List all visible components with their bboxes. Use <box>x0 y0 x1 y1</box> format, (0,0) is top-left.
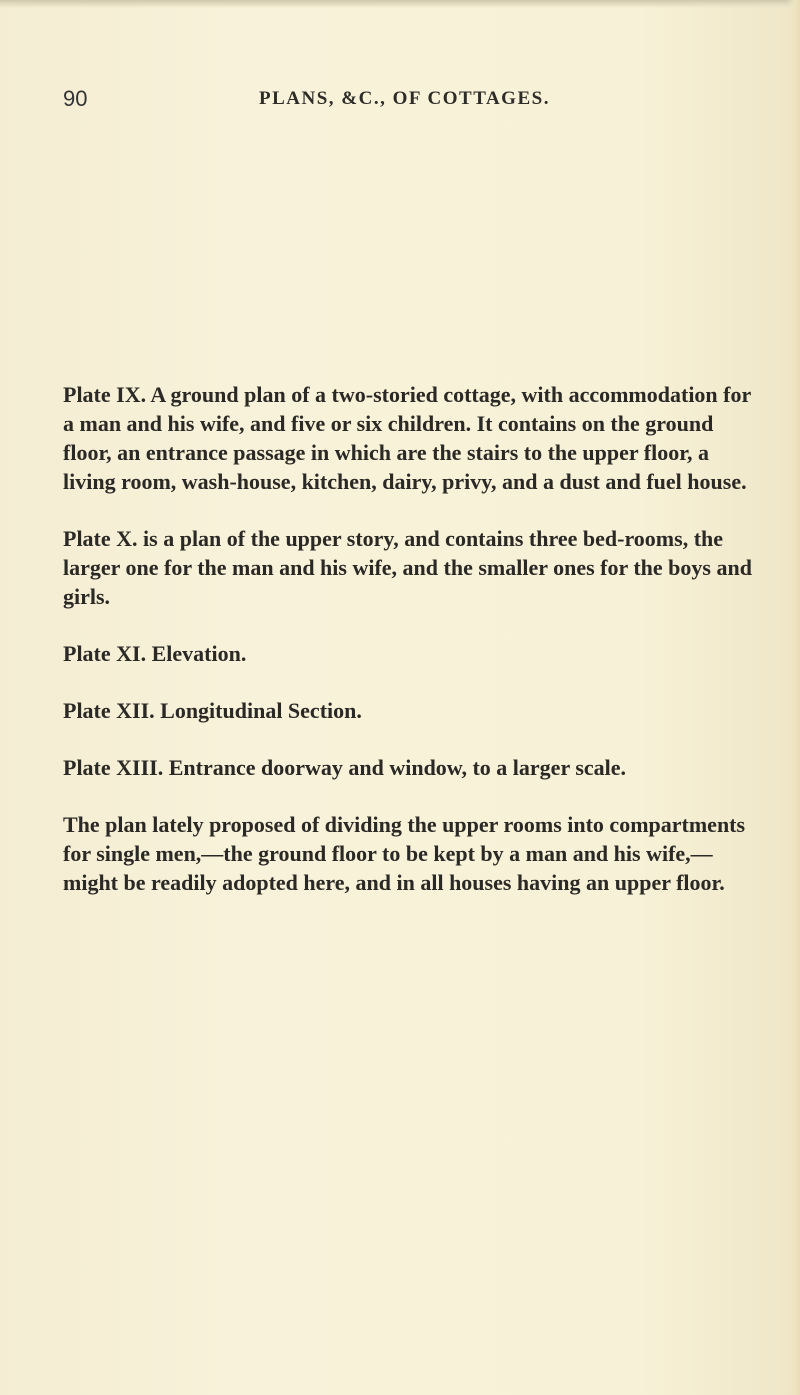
paragraph-plate-xi: Plate XI. Elevation. <box>63 641 247 666</box>
page-right-edge <box>786 0 800 1395</box>
paragraph-plate-xii: Plate XII. Longitudinal Section. <box>63 698 362 723</box>
paragraph-plate-ix: Plate IX. A ground plan of a two-storied cottage, with accommodation for a man and his wife, and five or six children. It contains on the ground floor, an entrance passage in which are the stairs to the upper floor, a living room, wash-house, kitchen, dairy, privy, and a dust and fuel house. <box>63 382 751 494</box>
page-top-shadow <box>0 0 800 8</box>
page-body <box>63 380 757 925</box>
page-number: 90 <box>63 86 88 111</box>
running-head: PLANS, &C., OF COTTAGES. <box>259 88 550 109</box>
paragraph-upper-rooms: The plan lately proposed of dividing the upper rooms into compartments for single men,—the ground floor to be kept by a man and his wife,—might be readily adopted here, and in all houses having an upper floor. <box>63 812 746 895</box>
page-header <box>63 86 743 114</box>
paragraph-plate-x: Plate X. is a plan of the upper story, and contains three bed-rooms, the larger one for the man and his wife, and the smaller ones for the boys and girls. <box>63 526 752 609</box>
paragraph-plate-xiii: Plate XIII. Entrance doorway and window, to a larger scale. <box>63 755 627 780</box>
